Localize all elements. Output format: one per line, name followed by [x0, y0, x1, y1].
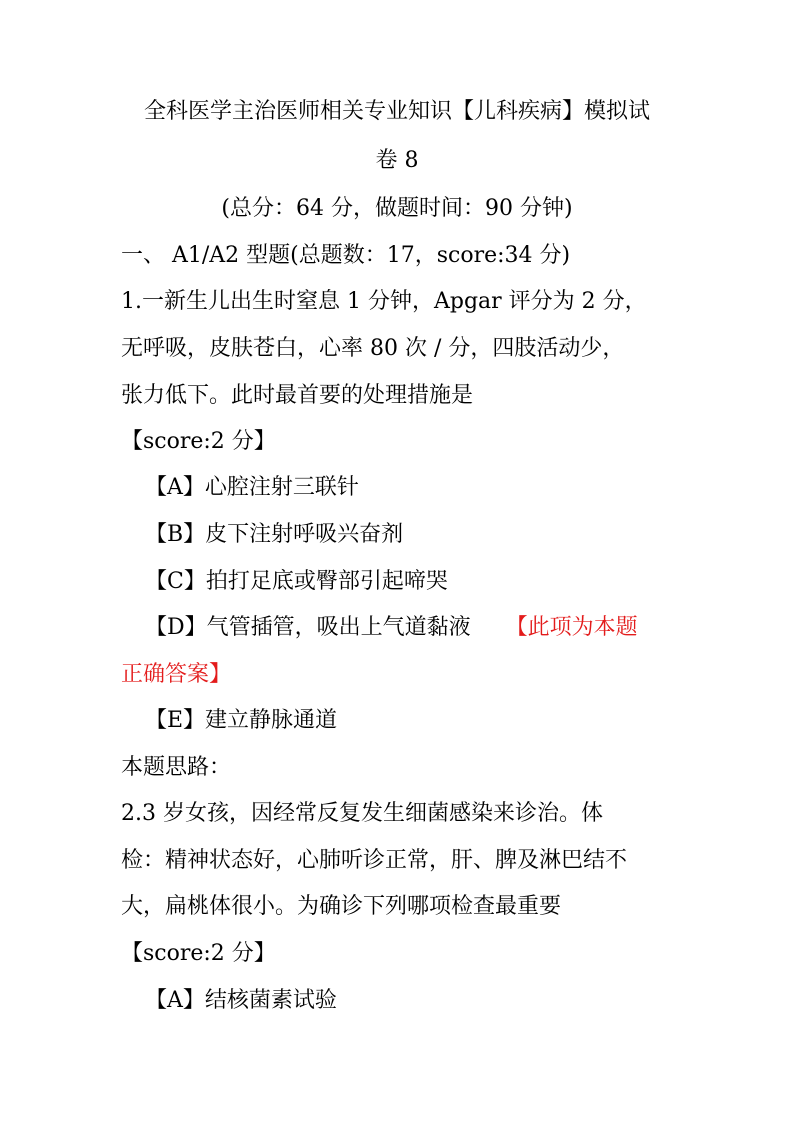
document-title-line-2: 卷 8: [375, 148, 419, 173]
q2-stem-line-3: 大，扁桃体很小。为确诊下列哪项检查最重要: [121, 894, 562, 919]
q1-option-d: [145, 612, 638, 644]
q1-stem-line-2: 无呼吸，皮肤苍白，心率 80 次 / 分，四肢活动少，: [121, 336, 625, 361]
q1-option-b: 【B】皮下注射呼吸兴奋剂: [145, 522, 404, 547]
q1-score: 【score:2 分】: [121, 429, 276, 454]
q1-stem-line-3: 张力低下。此时最首要的处理措施是: [121, 383, 474, 408]
q1-option-a: 【A】心腔注射三联针: [145, 475, 359, 500]
correct-answer-marker-cont: 正确答案】: [121, 662, 232, 687]
q1-analysis-label: 本题思路：: [121, 755, 232, 780]
correct-answer-marker: 【此项为本题: [505, 615, 638, 640]
q1-option-c: 【C】拍打足底或臀部引起啼哭: [145, 569, 448, 594]
q2-stem-line-1: 2.3 岁女孩，因经常反复发生细菌感染来诊治。体: [121, 801, 603, 826]
q2-option-a: 【A】结核菌素试验: [145, 988, 337, 1013]
q1-option-d-text: 【D】气管插管，吸出上气道黏液: [145, 615, 471, 640]
q2-score: 【score:2 分】: [121, 941, 276, 966]
exam-meta: (总分：64 分，做题时间：90 分钟): [221, 196, 573, 221]
q2-stem-line-2: 检：精神状态好，心肺听诊正常，肝、脾及淋巴结不: [121, 848, 628, 873]
section-heading: 一、 A1/A2 型题(总题数：17，score:34 分): [121, 243, 571, 268]
document-title-line-1: 全科医学主治医师相关专业知识【儿科疾病】模拟试: [143, 99, 650, 124]
q1-stem-line-1: 1.一新生儿出生时窒息 1 分钟，Apgar 评分为 2 分，: [121, 289, 647, 314]
q1-option-e: 【E】建立静脉通道: [145, 708, 338, 733]
